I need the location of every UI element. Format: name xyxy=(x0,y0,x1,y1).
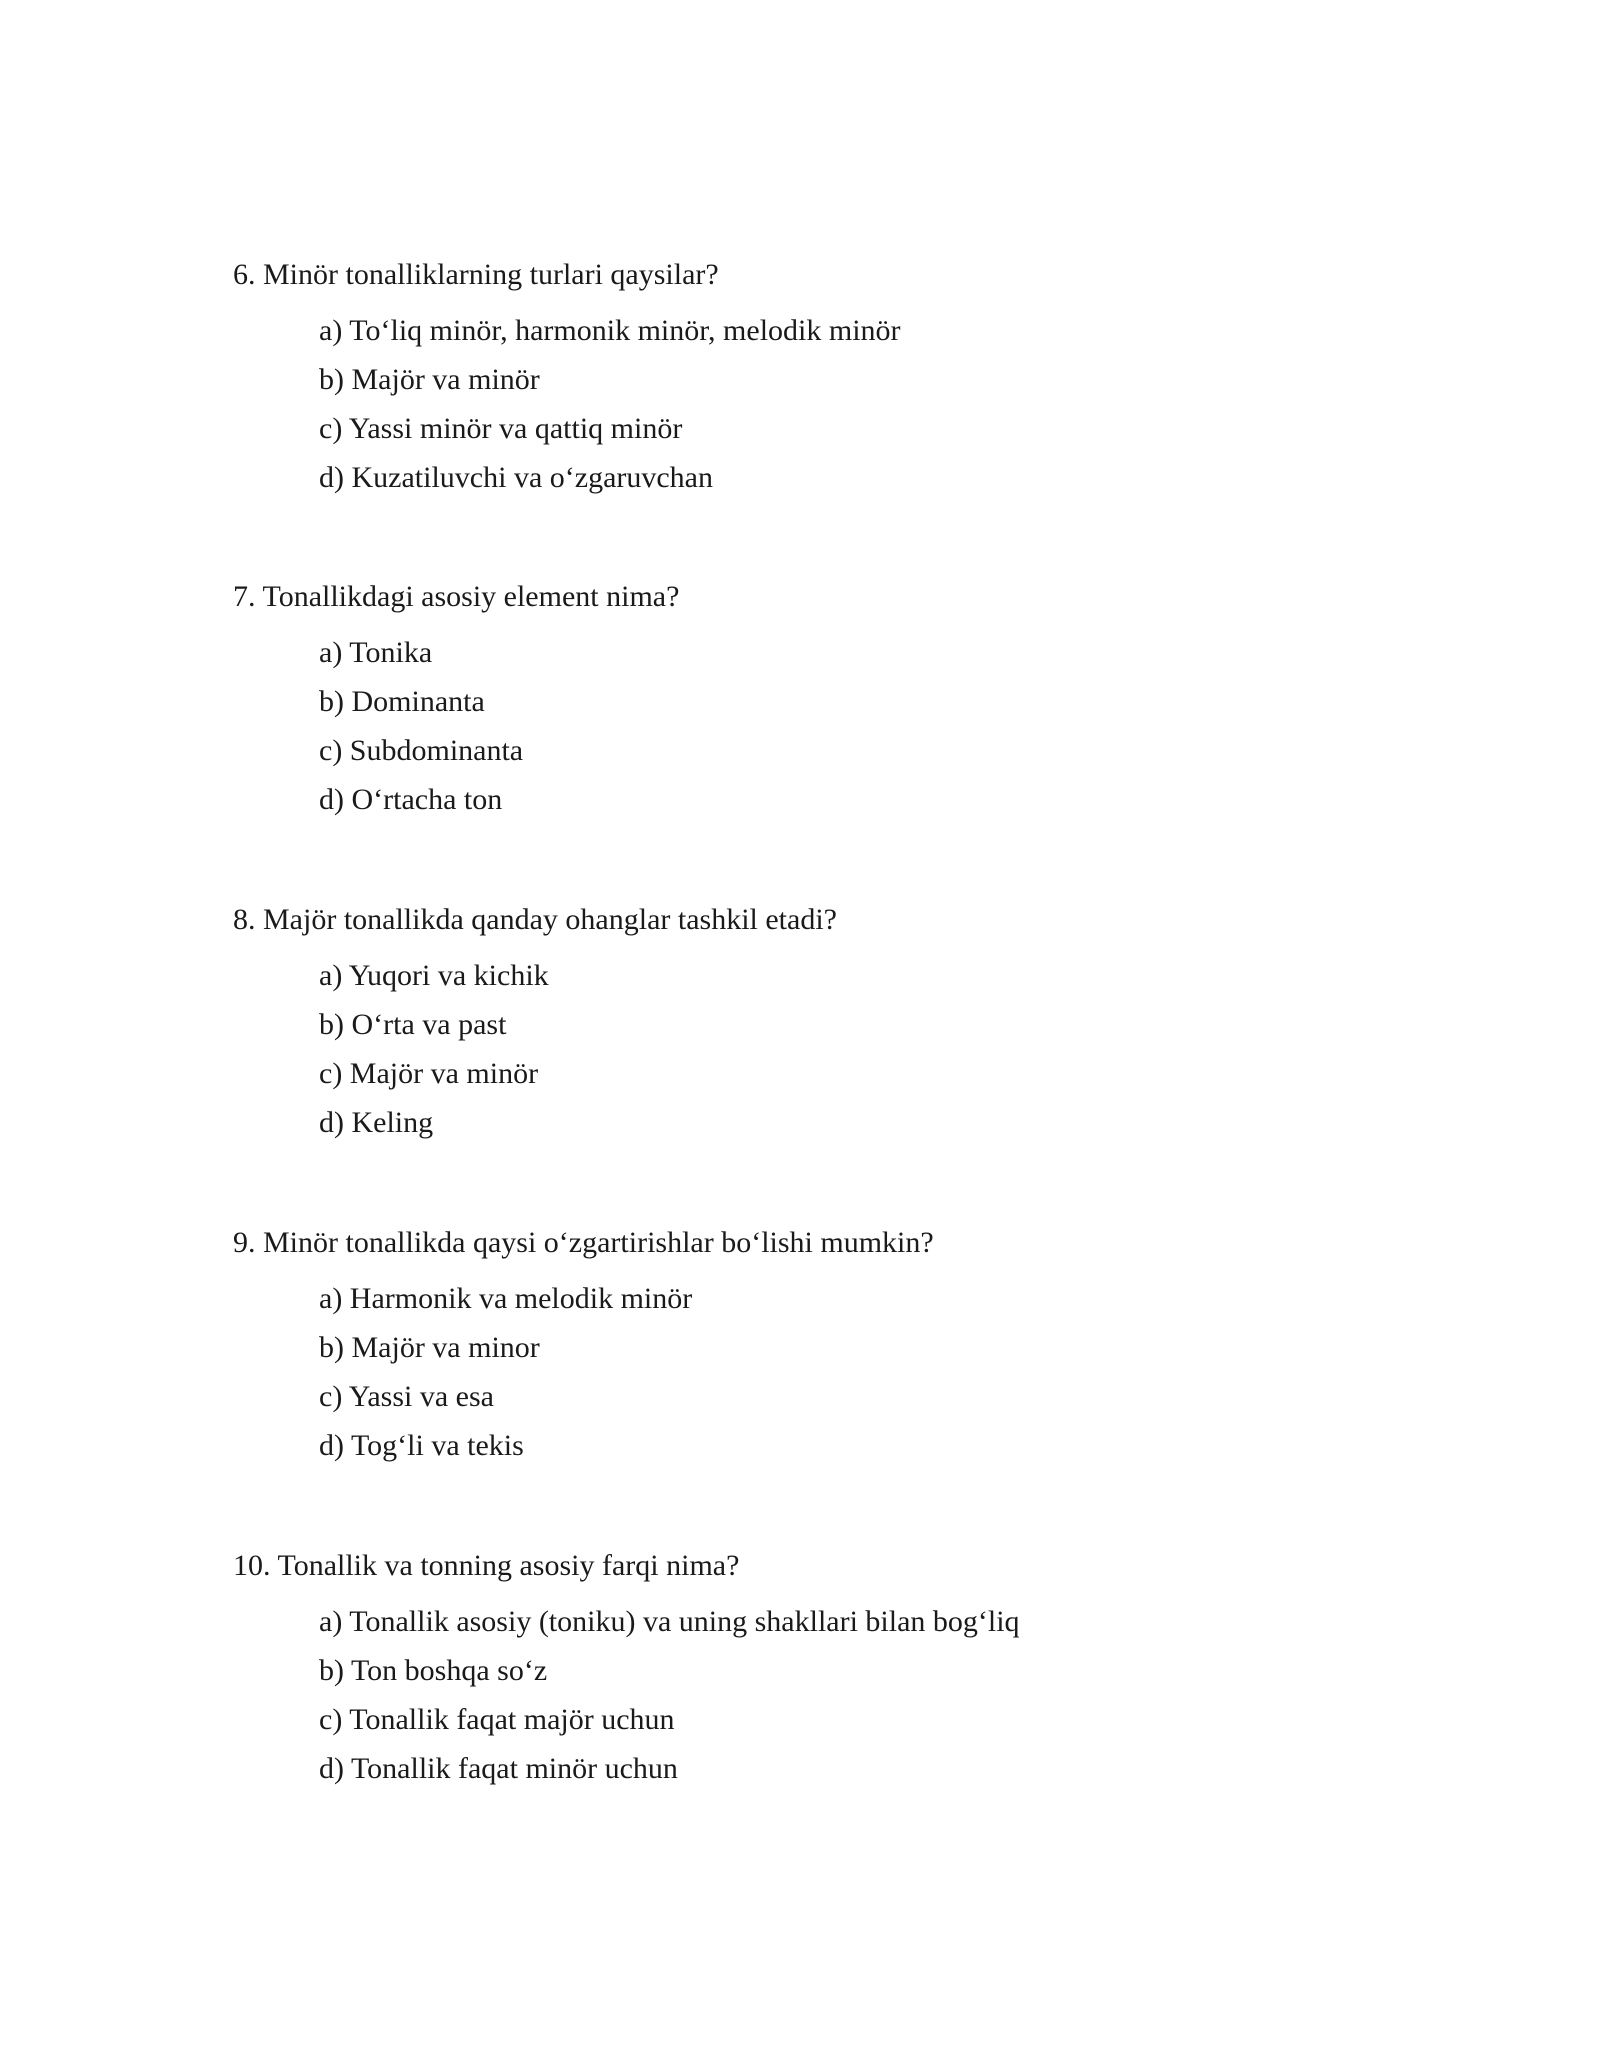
option-b: b) Majör va minor xyxy=(319,1331,540,1364)
option-list xyxy=(319,1281,1433,1477)
question-7 xyxy=(233,579,1433,831)
question-9 xyxy=(233,1225,1433,1477)
option-d: d) Tog‘li va tekis xyxy=(319,1429,524,1462)
option-d: d) O‘rtacha ton xyxy=(319,783,503,816)
option-b: b) Ton boshqa so‘z xyxy=(319,1654,548,1687)
question-8 xyxy=(233,902,1433,1154)
option-c: c) Majör va minör xyxy=(319,1057,539,1090)
option-b: b) Majör va minör xyxy=(319,363,540,396)
option-d: d) Keling xyxy=(319,1106,434,1139)
question-text: 6. Minör tonalliklarning turlari qaysilar? xyxy=(233,258,719,291)
option-a: a) Harmonik va melodik minör xyxy=(319,1282,693,1315)
option-c: c) Tonallik faqat majör uchun xyxy=(319,1703,675,1736)
option-list xyxy=(319,1604,1433,1800)
option-c: c) Subdominanta xyxy=(319,734,524,767)
question-text: 7. Tonallikdagi asosiy element nima? xyxy=(233,580,680,613)
option-b: b) Dominanta xyxy=(319,685,485,718)
option-a: a) Tonika xyxy=(319,636,433,669)
option-list xyxy=(319,313,1433,509)
option-c: c) Yassi minör va qattiq minör xyxy=(319,412,683,445)
option-a: a) Yuqori va kichik xyxy=(319,959,549,992)
question-10 xyxy=(233,1548,1433,1800)
option-b: b) O‘rta va past xyxy=(319,1008,507,1041)
question-text: 8. Majör tonallikda qanday ohanglar tashkil etadi? xyxy=(233,903,837,936)
option-a: a) To‘liq minör, harmonik minör, melodik minör xyxy=(319,314,901,347)
question-text: 9. Minör tonallikda qaysi o‘zgartirishlar bo‘lishi mumkin? xyxy=(233,1226,934,1259)
question-6 xyxy=(233,257,1433,509)
option-list xyxy=(319,635,1433,831)
option-d: d) Kuzatiluvchi va o‘zgaruvchan xyxy=(319,461,713,494)
option-list xyxy=(319,958,1433,1154)
option-c: c) Yassi va esa xyxy=(319,1380,494,1413)
question-text: 10. Tonallik va tonning asosiy farqi nima? xyxy=(233,1549,740,1582)
option-d: d) Tonallik faqat minör uchun xyxy=(319,1752,678,1785)
option-a: a) Tonallik asosiy (toniku) va uning shakllari bilan bog‘liq xyxy=(319,1605,1020,1638)
